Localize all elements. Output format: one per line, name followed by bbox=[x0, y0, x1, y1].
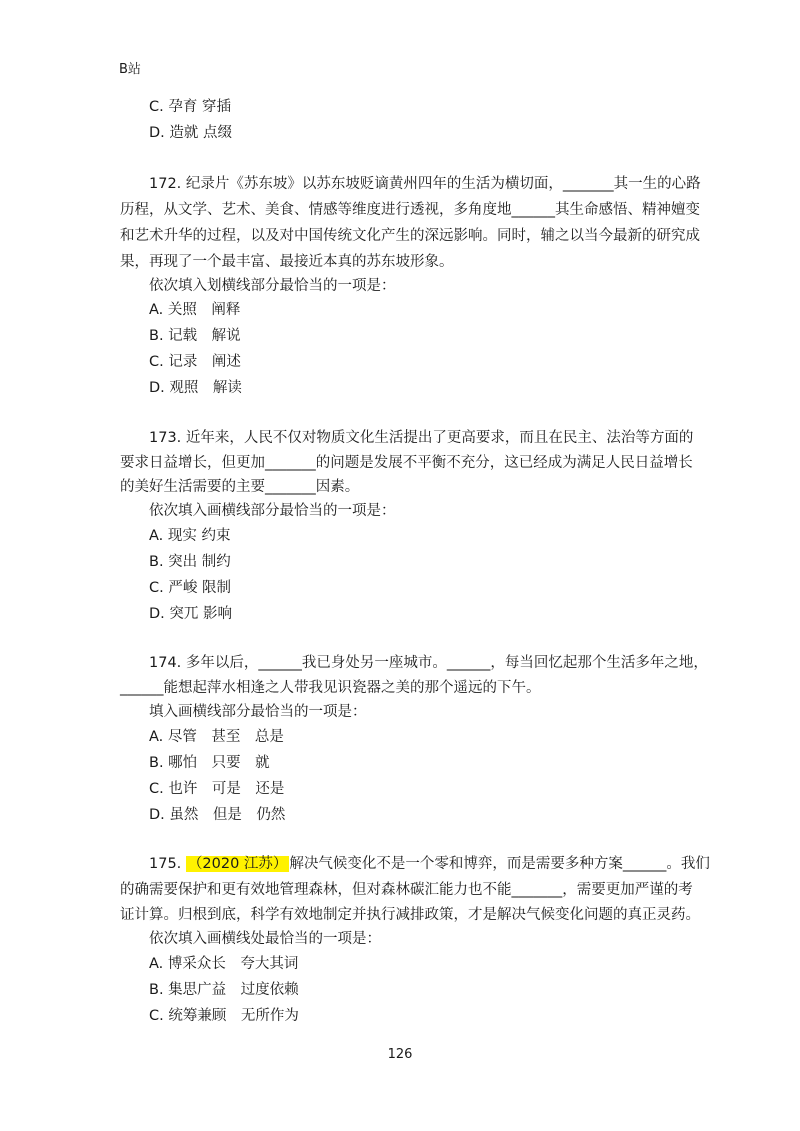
q175-option-b: B. 集思广益 过度依赖 bbox=[149, 982, 299, 998]
q175-prompt: 依次填入画横线处最恰当的一项是： bbox=[149, 931, 381, 947]
q172-option-d: D. 观照 解读 bbox=[149, 380, 242, 396]
q173-option-a: A. 现实 约束 bbox=[149, 528, 231, 544]
q174-prompt: 填入画横线部分最恰当的一项是： bbox=[149, 704, 367, 720]
q174-option-a: A. 尽管 甚至 总是 bbox=[149, 729, 284, 745]
q175-line-1 bbox=[149, 857, 710, 872]
q175-number: 175. bbox=[149, 856, 182, 872]
q175-line-2: 的确需要保护和更有效地管理森林，但对森林碳汇能力也不能_______，需要更加严谨的考 bbox=[120, 882, 693, 898]
q173-option-b: B. 突出 制约 bbox=[149, 554, 231, 570]
q175-line-3: 证计算。归根到底，科学有效地制定并执行减排政策，才是解决气候变化问题的真正灵药。 bbox=[120, 907, 700, 923]
q174-line-2: ______能想起萍水相逢之人带我见识瓷器之美的那个遥远的下午。 bbox=[120, 680, 541, 696]
q175-option-c: C. 统筹兼顾 无所作为 bbox=[149, 1008, 299, 1024]
option-c-171: C. 孕育 穿插 bbox=[149, 99, 231, 115]
q172-option-c: C. 记录 阐述 bbox=[149, 354, 241, 370]
q175-source-highlight: （2020 江苏） bbox=[187, 856, 288, 872]
q173-prompt: 依次填入画横线部分最恰当的一项是： bbox=[149, 503, 396, 519]
q173-option-d: D. 突兀 影响 bbox=[149, 606, 232, 622]
q173-option-c: C. 严峻 限制 bbox=[149, 580, 231, 596]
page-number: 126 bbox=[387, 1047, 413, 1062]
q172-line-4: 果，再现了一个最丰富、最接近本真的苏东坡形象。 bbox=[120, 254, 454, 270]
q174-line-1: 174. 多年以后，______我已身处另一座城市。______，每当回忆起那个生活多年之地， bbox=[149, 655, 708, 671]
q173-line-2: 要求日益增长，但更加_______的问题是发展不平衡不充分，这已经成为满足人民日益增长 bbox=[120, 455, 693, 471]
q172-line-2: 历程，从文学、艺术、美食、情感等维度进行透视，多角度地______其生命感悟、精神嬗变 bbox=[120, 202, 700, 218]
option-d-171: D. 造就 点缀 bbox=[149, 125, 232, 141]
q172-option-a: A. 关照 阐释 bbox=[149, 302, 241, 318]
q172-option-b: B. 记载 解说 bbox=[149, 328, 241, 344]
q175-option-a: A. 博采众长 夸大其词 bbox=[149, 956, 299, 972]
q172-line-3: 和艺术升华的过程，以及对中国传统文化产生的深远影响。同时，辅之以当今最新的研究成 bbox=[120, 228, 700, 244]
q174-option-c: C. 也许 可是 还是 bbox=[149, 781, 285, 797]
q174-option-b: B. 哪怕 只要 就 bbox=[149, 755, 270, 771]
q175-line-1-text: 解决气候变化不是一个零和博弈，而是需要多种方案______。我们 bbox=[289, 856, 710, 872]
page-header: B站 bbox=[119, 62, 141, 77]
q173-line-3: 的美好生活需要的主要_______因素。 bbox=[120, 479, 360, 495]
q172-prompt: 依次填入划横线部分最恰当的一项是： bbox=[149, 278, 396, 294]
q173-line-1: 173. 近年来，人民不仅对物质文化生活提出了更高要求，而且在民主、法治等方面的 bbox=[149, 430, 694, 446]
q172-line-1: 172. 纪录片《苏东坡》以苏东坡贬谪黄州四年的生活为横切面，_______其一生的心路 bbox=[149, 176, 701, 192]
q174-option-d: D. 虽然 但是 仍然 bbox=[149, 807, 286, 823]
